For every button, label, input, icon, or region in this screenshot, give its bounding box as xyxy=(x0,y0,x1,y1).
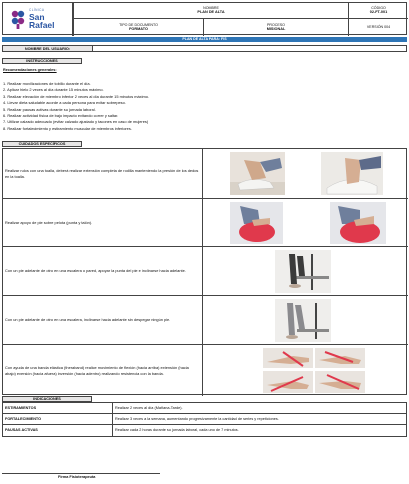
care-row xyxy=(3,345,408,396)
care-row xyxy=(3,149,408,199)
table-row xyxy=(3,414,406,425)
name-value: PLAN DE ALTA xyxy=(197,10,225,15)
care-images xyxy=(203,296,408,344)
care-table xyxy=(2,148,407,395)
logo-line-1: San xyxy=(29,12,45,22)
care-images xyxy=(203,199,408,246)
theraband-photo-4 xyxy=(315,371,365,393)
indication-value: Realizar 3 veces a la semana, aumentando progresivamente la cantidad de series y repeticiones. xyxy=(115,417,279,421)
theraband-photo-1 xyxy=(263,348,313,368)
list-item: 4. Llevar dieta saludable acorde a cada persona para evitar sobrepeso. xyxy=(3,100,126,106)
user-name-row xyxy=(2,45,407,52)
doc-type-cell xyxy=(73,19,203,36)
care-images xyxy=(203,247,408,295)
care-images xyxy=(203,149,408,198)
process-cell xyxy=(203,19,348,36)
list-item: 6. Realizar actividad física de bajo impacto evitando correr y saltar. xyxy=(3,113,119,119)
list-item: 7. Utilizar calzado adecuado (evitar calzado ajustado y tacones en caso de mujeres) xyxy=(3,119,149,125)
logo-name xyxy=(29,13,55,29)
doc-type-label: TIPO DE DOCUMENTO xyxy=(119,23,158,28)
indication-value: Realizar cada 2 horas durante su jornada laboral, cada uno de 7 minutos. xyxy=(115,428,239,432)
stair-lean-photo xyxy=(275,299,331,342)
code-value: 02-FT-001 xyxy=(369,10,388,15)
care-text: Con un pie adelante de otro en una escalera, inclinarse hacia adelante sin despegar ningún pie. xyxy=(3,296,203,344)
theraband-photo-2 xyxy=(315,348,365,368)
list-item: 3. Realizar elevación de miembro inferior 2 veces al día durante 15 minutos máximo. xyxy=(3,93,149,99)
towel-exercise-photo-2 xyxy=(321,152,383,195)
stair-stretch-photo xyxy=(275,250,331,293)
care-heading: CUIDADOS ESPECÍFICOS xyxy=(2,141,82,147)
name-label: NOMBRE xyxy=(203,6,219,11)
indications-heading: INDICACIONES xyxy=(2,396,92,402)
logo-small-text: CLÍNICA xyxy=(29,8,45,12)
signature-line[interactable] xyxy=(2,473,160,474)
indication-value: Realizar 2 veces al día (Mañana-Tarde). xyxy=(115,406,183,410)
document-header xyxy=(2,2,407,35)
plan-title-band: PLAN DE ALTA PARA: FIS xyxy=(2,37,407,42)
clinic-logo xyxy=(3,3,73,36)
recommendations-subheading: Recomendaciones generales: xyxy=(3,68,57,72)
process-label: PROCESO xyxy=(267,23,285,28)
version-label: VERSIÓN 004 xyxy=(366,25,391,30)
indication-label: PAUSAS ACTIVAS xyxy=(3,425,113,436)
indication-label: FORTALECIMIENTO xyxy=(3,414,113,424)
list-item: 1. Realizar movilizaciones de tobillo durante el día. xyxy=(3,81,91,86)
table-row xyxy=(3,425,406,436)
doc-type-value: FORMATO xyxy=(129,27,148,32)
list-item: 2. Aplicar hielo 2 veces al día durante 15 minutos máximo. xyxy=(3,87,104,93)
towel-exercise-photo-1 xyxy=(230,152,285,195)
logo-line-2: Rafael xyxy=(29,20,55,31)
ball-exercise-photo-2 xyxy=(330,202,386,244)
theraband-photo-3 xyxy=(263,371,313,393)
care-images xyxy=(203,345,408,396)
signature-label: Firma Fisioterapeuta xyxy=(58,475,96,479)
clinic-logo-icon xyxy=(9,9,27,29)
indications-table xyxy=(2,402,407,437)
care-row xyxy=(3,296,408,345)
indication-label: ESTIRAMIENTOS xyxy=(3,403,113,413)
instructions-heading: INSTRUCCIONES xyxy=(2,58,82,64)
table-row xyxy=(3,403,406,414)
user-name-label: NOMBRE DEL USUARIO: xyxy=(3,46,93,51)
care-text: Realizar apoyo de pie sobre pelota (punta y talón). xyxy=(3,199,203,246)
care-text: Con ayuda de una banda elástica (theraband) realice movimiento de flexión (hacia arriba) extensión (hacia abajo) eversión (hacia afuera) inversión (hacia adentro) realizando resistencia con la banda. xyxy=(3,345,203,396)
code-label: CÓDIGO xyxy=(371,6,386,11)
name-cell xyxy=(73,3,348,19)
list-item: 5. Realizar pausas activas durante su jornada laboral. xyxy=(3,106,96,112)
list-item: 8. Realizar fortalecimiento y estiramiento muscular de miembros inferiores. xyxy=(3,125,132,131)
care-row xyxy=(3,247,408,296)
care-text: Realizar rulos con una toalla, deberá realizar extensión completa de rodilla manteniendo la presión de los dedos en la toalla. xyxy=(3,149,203,198)
recommendations-list xyxy=(3,81,303,132)
process-value: MISIONAL xyxy=(266,27,286,32)
care-text: Con un pie adelante de otro en una escalera o pared, apoyar la punta del pie e inclinarse hacia adelante. xyxy=(3,247,203,295)
ball-exercise-photo-1 xyxy=(230,202,283,244)
version-cell xyxy=(348,19,408,36)
user-name-field[interactable] xyxy=(94,46,406,51)
code-cell xyxy=(348,3,408,19)
care-row xyxy=(3,199,408,247)
